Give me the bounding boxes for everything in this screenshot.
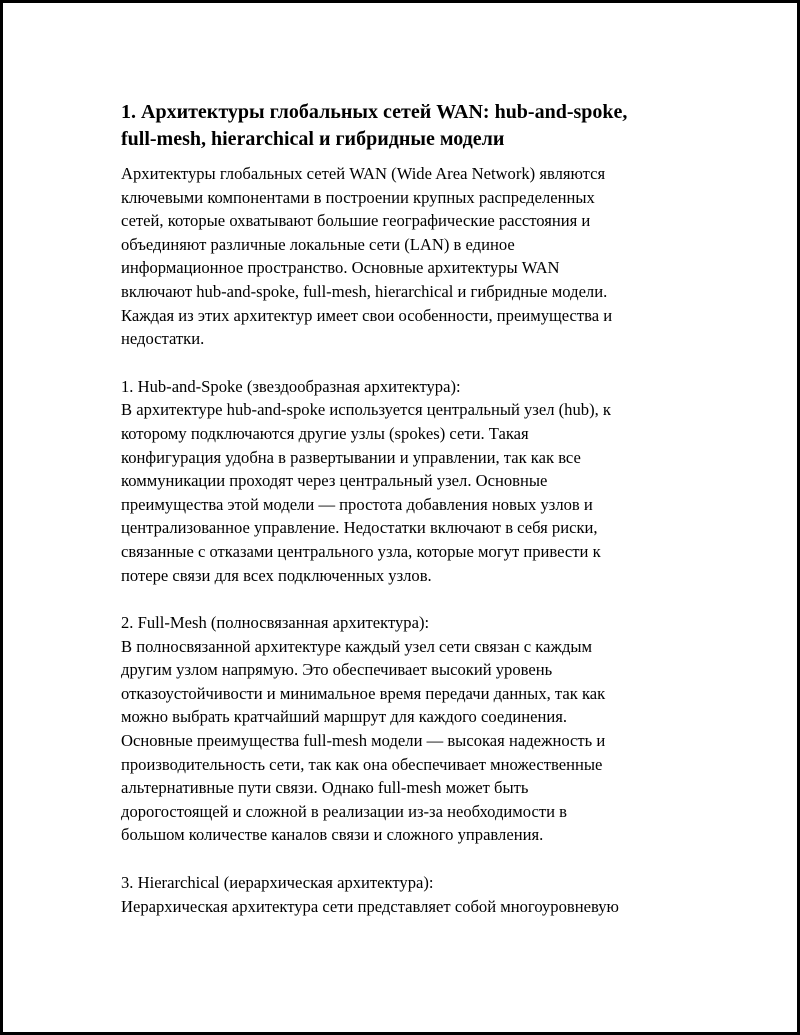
text-line: недостатки. (121, 329, 205, 349)
text-line: другим узлом напрямую. Это обеспечивает высокий уровень (121, 660, 553, 680)
document-content (121, 99, 691, 918)
paragraph-gap (121, 847, 691, 871)
text-line: преимущества этой модели — простота добавления новых узлов и (121, 494, 593, 514)
subsection-title: 3. Hierarchical (иерархическая архитектура): (121, 873, 434, 893)
text-line: можно выбрать кратчайший маршрут для каждого соединения. (121, 707, 568, 727)
text-line: которому подключаются другие узлы (spokes) сети. Такая (121, 423, 529, 443)
text-line: потере связи для всех подключенных узлов. (121, 565, 432, 585)
heading-line: full-mesh, hierarchical и гибридные модели (121, 128, 505, 150)
text-line: Иерархическая архитектура сети представляет собой многоуровневую (121, 896, 619, 916)
section-heading (121, 99, 691, 153)
text-line: В полносвязанной архитектуре каждый узел сети связан с каждым (121, 636, 593, 656)
text-line: дорогостоящей и сложной в реализации из-за необходимости в (121, 801, 567, 821)
text-line: Основные преимущества full-mesh модели — высокая надежность и (121, 731, 606, 751)
hierarchical-paragraph (121, 871, 691, 918)
paragraph-gap (121, 587, 691, 611)
text-line: отказоустойчивости и минимальное время передачи данных, так как (121, 683, 606, 703)
text-line: Каждая из этих архитектур имеет свои особенности, преимущества и (121, 305, 613, 325)
hub-and-spoke-paragraph (121, 375, 691, 587)
text-line: сетей, которые охватывают большие географические расстояния и (121, 211, 591, 231)
text-line: В архитектуре hub-and-spoke используется центральный узел (hub), к (121, 400, 611, 420)
paragraph-gap (121, 351, 691, 375)
text-line: централизованное управление. Недостатки включают в себя риски, (121, 518, 598, 538)
intro-paragraph (121, 162, 691, 351)
heading-line: 1. Архитектуры глобальных сетей WAN: hub-and-spoke, (121, 101, 628, 123)
text-line: конфигурация удобна в развертывании и управлении, так как все (121, 447, 581, 467)
full-mesh-paragraph (121, 611, 691, 847)
subsection-title: 2. Full-Mesh (полносвязанная архитектура): (121, 613, 430, 633)
text-line: производительность сети, так как она обеспечивает множественные (121, 754, 603, 774)
text-line: связанные с отказами центрального узла, которые могут привести к (121, 541, 601, 561)
text-line: большом количестве каналов связи и сложного управления. (121, 825, 544, 845)
text-line: объединяют различные локальные сети (LAN) в единое (121, 234, 515, 254)
text-line: информационное пространство. Основные архитектуры WAN (121, 258, 560, 278)
text-line: включают hub-and-spoke, full-mesh, hierarchical и гибридные модели. (121, 281, 608, 301)
text-line: альтернативные пути связи. Однако full-mesh может быть (121, 778, 529, 798)
subsection-title: 1. Hub-and-Spoke (звездообразная архитектура): (121, 376, 461, 396)
text-line: коммуникации проходят через центральный узел. Основные (121, 471, 548, 491)
text-line: ключевыми компонентами в построении крупных распределенных (121, 187, 595, 207)
text-line: Архитектуры глобальных сетей WAN (Wide Area Network) являются (121, 164, 606, 183)
